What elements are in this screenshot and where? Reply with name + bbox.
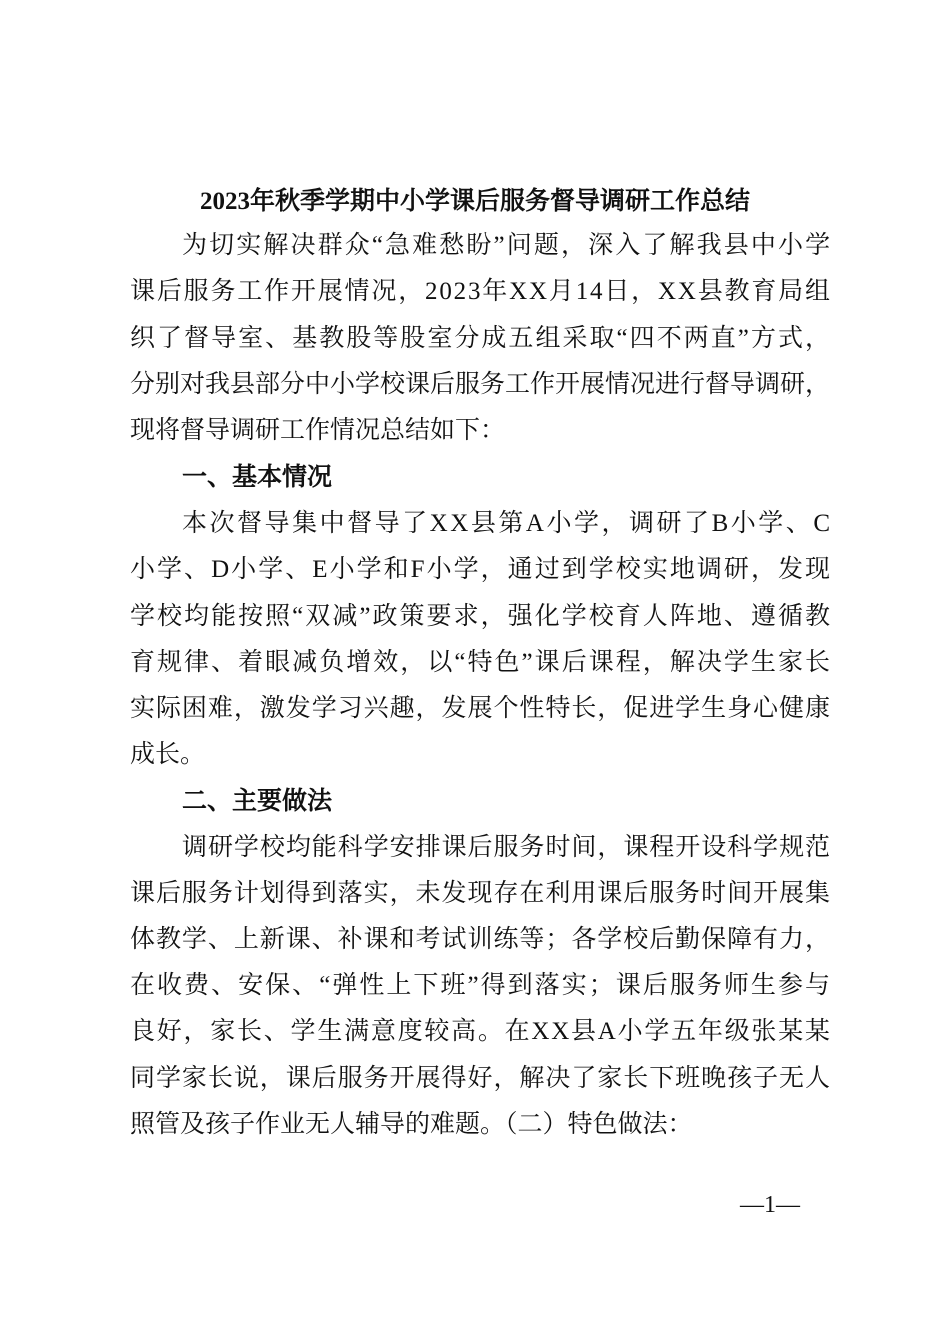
paragraph-line: 调研学校均能科学安排课后服务时间，课程开设科学规范 xyxy=(182,834,832,861)
paragraph-line: 为切实解决群众“急难愁盼”问题，深入了解我县中小学 xyxy=(182,232,833,259)
paragraph-line: 课后服务工作开展情况，2023年XX月14日，XX县教育局组 xyxy=(130,278,832,305)
document-title: 2023年秋季学期中小学课后服务督导调研工作总结 xyxy=(199,188,750,215)
paragraph-line: 小学、D小学、E小学和F小学，通过到学校实地调研，发现 xyxy=(130,556,833,583)
paragraph-line: 成长。 xyxy=(130,741,206,768)
paragraph-line: 本次督导集中督导了XX县第A小学，调研了B小学、C xyxy=(182,510,833,537)
paragraph-line: 体教学、上新课、补课和考试训练等；各学校后勤保障有力， xyxy=(130,926,831,953)
paragraph-line: 实际困难，激发学习兴趣，发展个性特长，促进学生身心健康 xyxy=(130,695,831,722)
paragraph-line: 现将督导调研工作情况总结如下： xyxy=(130,417,506,444)
section-heading: 一、基本情况 xyxy=(182,464,333,491)
paragraph-line: 在收费、安保、“弹性上下班”得到落实；课后服务师生参与 xyxy=(130,972,833,999)
paragraph-line: 良好，家长、学生满意度较高。在XX县A小学五年级张某某 xyxy=(130,1018,832,1045)
paragraph-line: 育规律、着眼减负增效，以“特色”课后课程，解决学生家长 xyxy=(130,649,833,676)
paragraph-line: 分别对我县部分中小学校课后服务工作开展情况进行督导调研， xyxy=(130,371,831,398)
paragraph-line: 同学家长说，课后服务开展得好，解决了家长下班晚孩子无人 xyxy=(130,1065,831,1092)
paragraph-line: 课后服务计划得到落实，未发现存在利用课后服务时间开展集 xyxy=(130,880,831,907)
paragraph-line: 织了督导室、基教股等股室分成五组采取“四不两直”方式， xyxy=(130,325,833,352)
paragraph-line: 照管及孩子作业无人辅导的难题。（二）特色做法： xyxy=(130,1111,693,1138)
section-heading: 二、主要做法 xyxy=(182,788,333,815)
paragraph-line: 学校均能按照“双减”政策要求，强化学校育人阵地、遵循教 xyxy=(130,603,833,630)
page-number: —1— xyxy=(740,1192,800,1218)
